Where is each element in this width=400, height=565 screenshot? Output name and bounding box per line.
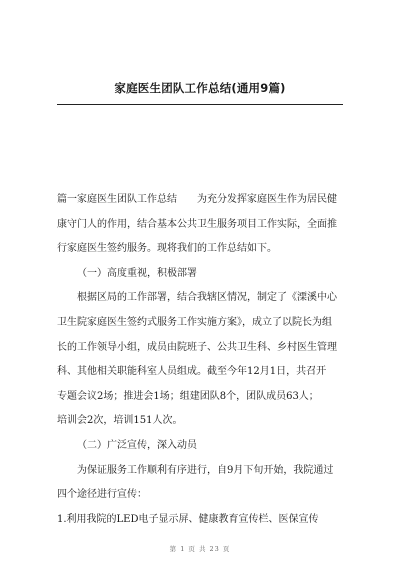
section-heading: （一）高度重视，积极部署 [77, 267, 197, 279]
body-line: 篇一家庭医生团队工作总结 为充分发挥家庭医生作为居民健 [57, 194, 337, 205]
section-heading: （二）广泛宣传，深入动员 [77, 439, 197, 451]
body-line: 四个途径进行宣传： [57, 489, 147, 501]
body-line: 卫生院家庭医生签约式服务工作实施方案》，成立了以院长为组 [57, 316, 332, 328]
page-footer: 第 1 页 共 23 页 [169, 545, 231, 553]
title-divider [57, 104, 343, 105]
body-line: 1.利用我院的LED电子显示屏、健康教育宣传栏、医保宣传 [57, 513, 319, 525]
body-line: 长的工作领导小组，成员由院班子、公共卫生科、乡村医生管理 [57, 341, 337, 353]
body-line: 科、其他相关职能科室人员组成。截至今年12月1日，共召开 [57, 366, 327, 378]
document-title: 家庭医生团队工作总结(通用9篇) [114, 81, 286, 95]
body-line: 专题会议2场；推进会1场；组建团队8个，团队成员63人； [57, 390, 319, 402]
body-line: 培训会2次，培训151人次。 [57, 415, 183, 427]
body-line: 行家庭医生签约服务。现将我们的工作总结如下。 [57, 243, 277, 255]
body-line: 为保证服务工作顺利有序进行，自9月下旬开始，我院通过 [77, 464, 334, 476]
body-line: 康守门人的作用，结合基本公共卫生服务项目工作实际，全面推 [57, 218, 337, 230]
document-body [57, 188, 353, 532]
body-line: 根据区局的工作部署，结合我辖区情况，制定了《溧溪中心 [77, 292, 337, 304]
